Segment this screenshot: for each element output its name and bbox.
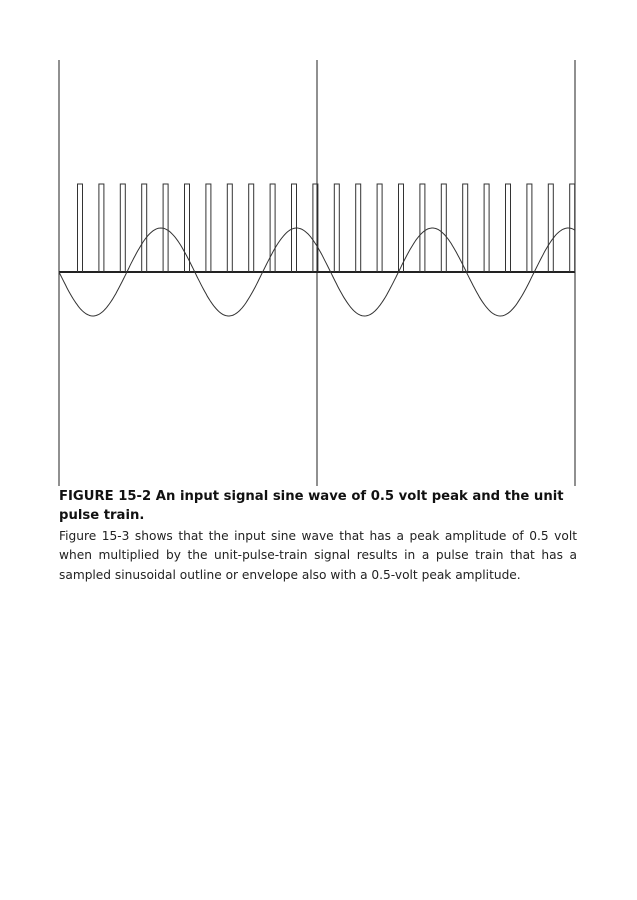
pulse	[249, 184, 254, 272]
pulse	[334, 184, 339, 272]
pulse	[120, 184, 125, 272]
body-paragraph: Figure 15-3 shows that the input sine wave that has a peak amplitude of 0.5 volt when multiplied by the unit-pulse-train signal results in a pulse train that has a sampled sinusoidal outline or envelope also with a 0.5-volt peak amplitude.	[59, 529, 577, 582]
pulse	[506, 184, 511, 272]
unit-pulse-train	[78, 184, 575, 272]
pulse	[356, 184, 361, 272]
pulse	[227, 184, 232, 272]
pulse	[484, 184, 489, 272]
figure-caption: FIGURE 15-2 An input signal sine wave of 0.5 volt peak and the unit pulse train.	[59, 489, 564, 523]
pulse	[463, 184, 468, 272]
pulse	[270, 184, 275, 272]
pulse	[420, 184, 425, 272]
pulse	[527, 184, 532, 272]
pulse	[78, 184, 83, 272]
pulse	[399, 184, 404, 272]
pulse	[441, 184, 446, 272]
pulse	[99, 184, 104, 272]
pulse	[206, 184, 211, 272]
pulse	[142, 184, 147, 272]
pulse	[377, 184, 382, 272]
pulse	[548, 184, 553, 272]
